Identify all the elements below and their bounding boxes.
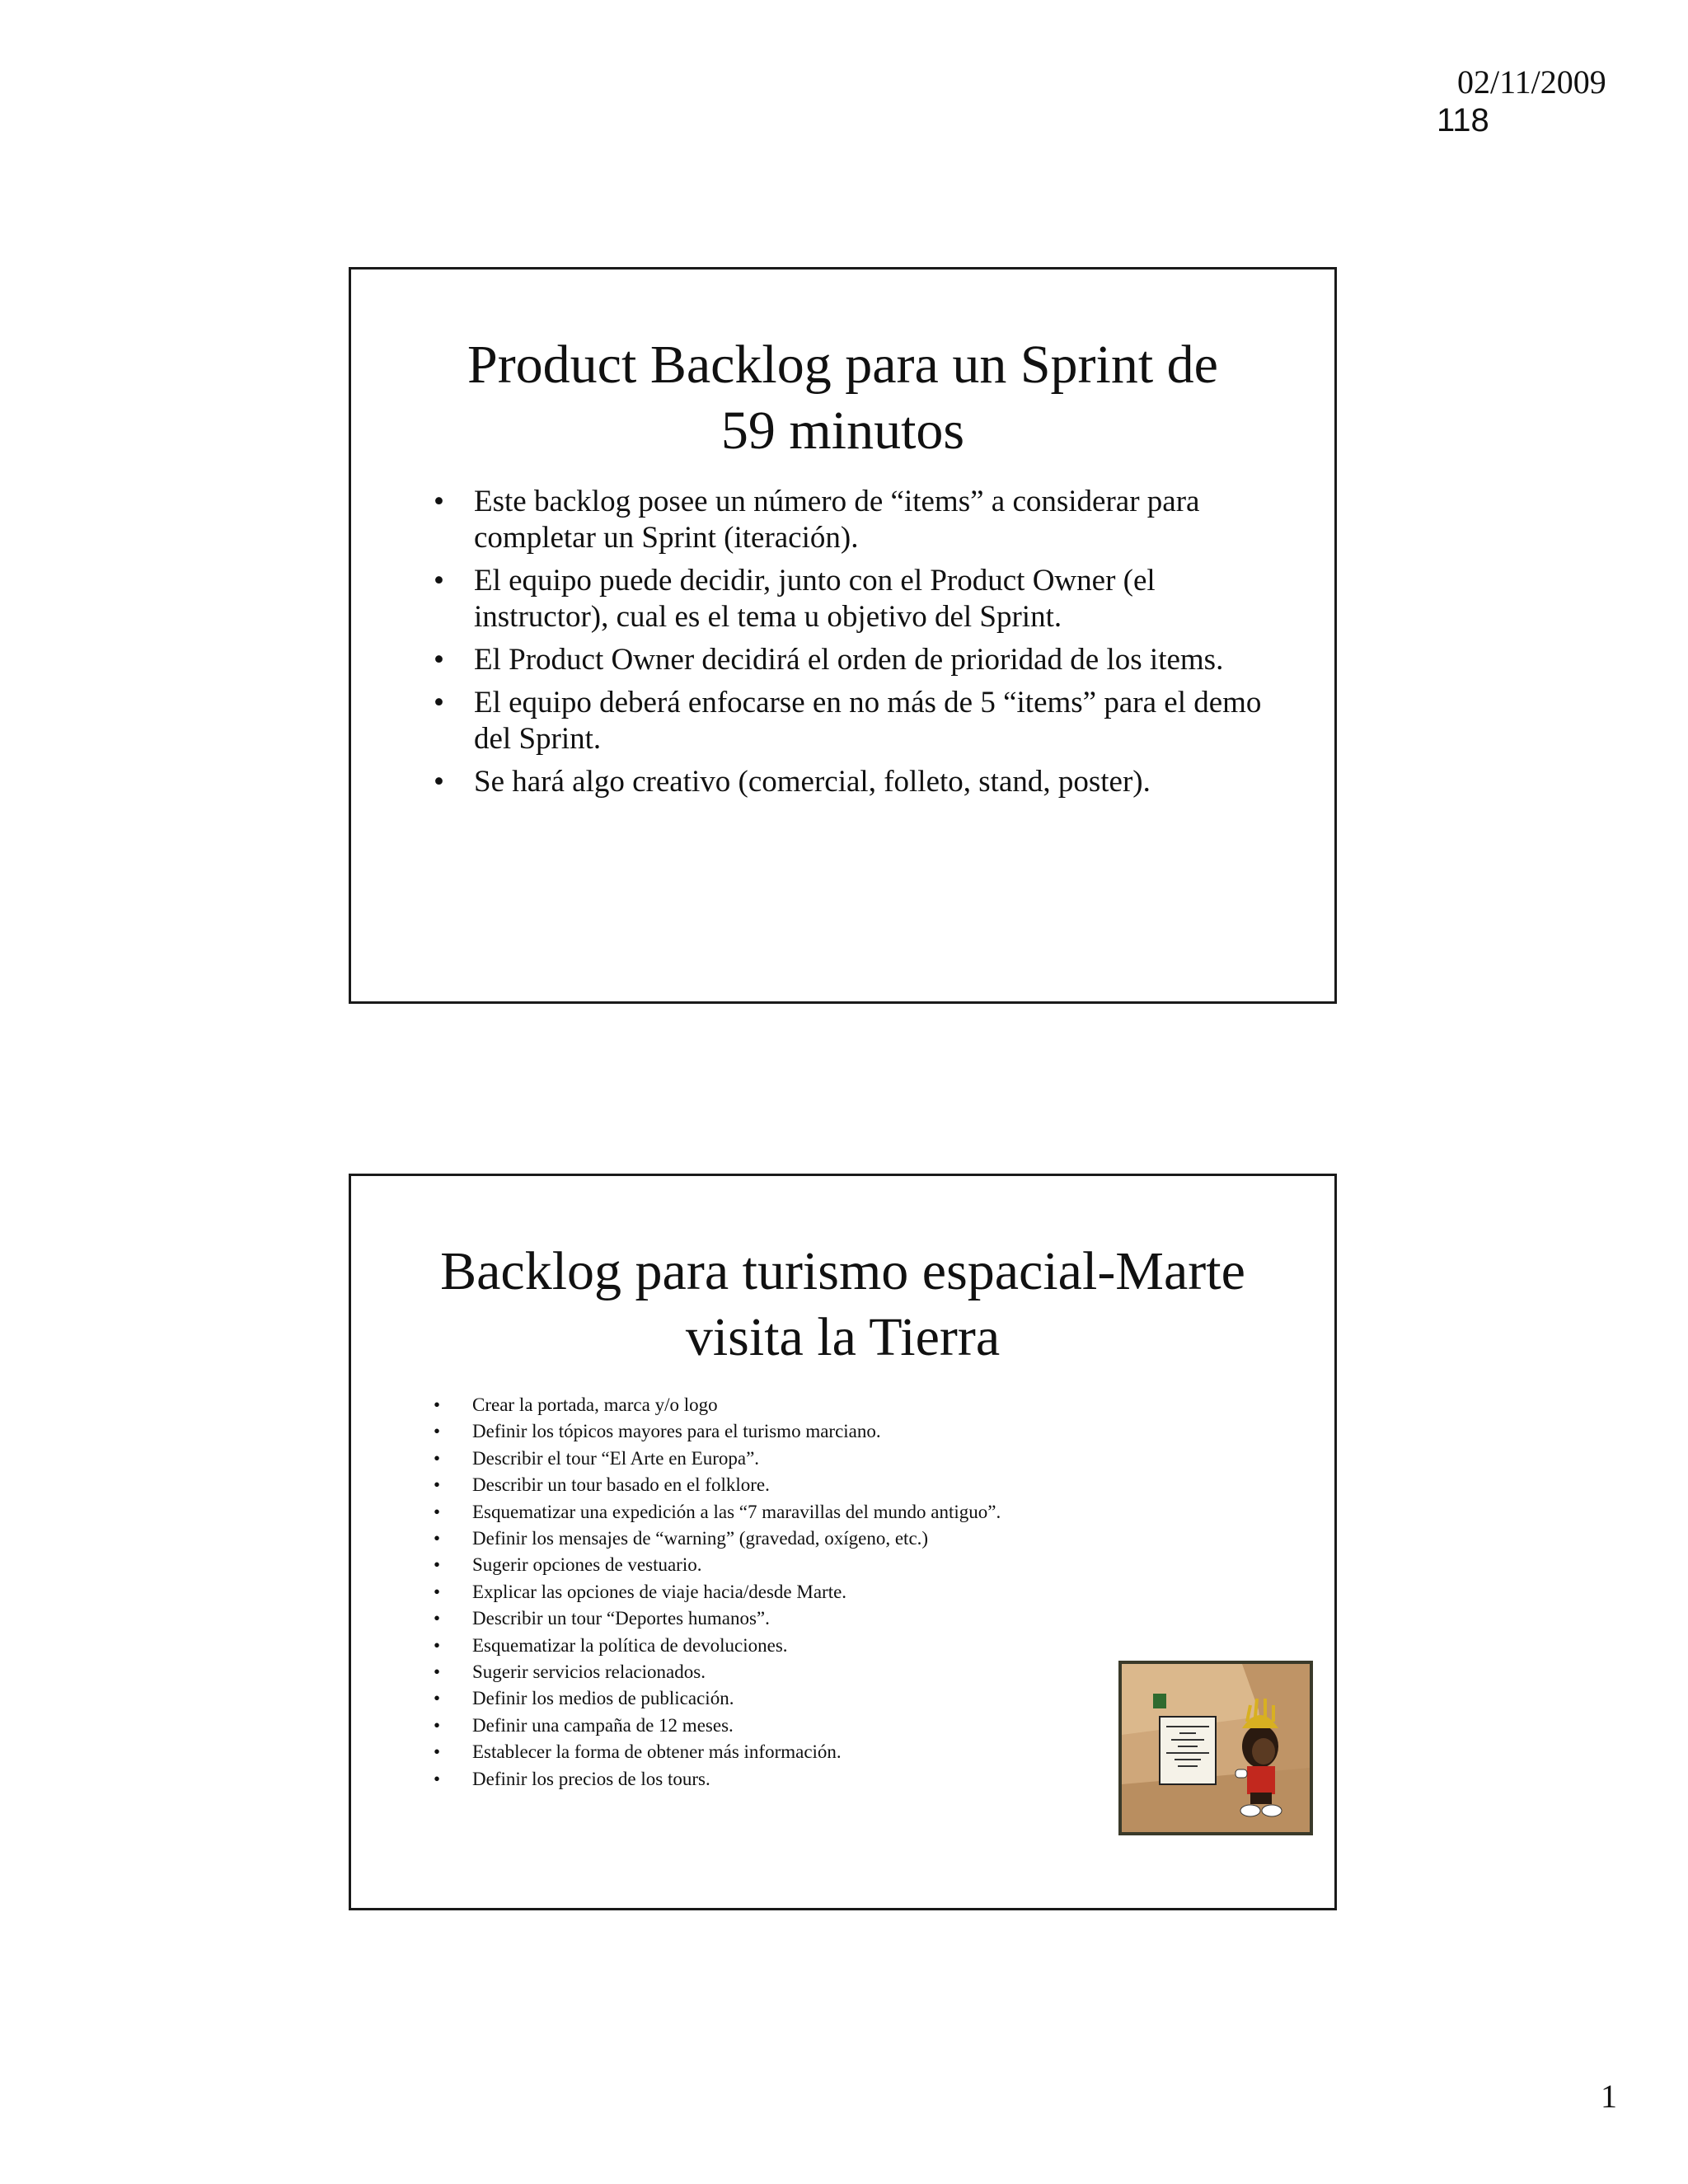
list-item: • Explicar las opciones de viaje hacia/desde Marte. bbox=[434, 1579, 1142, 1605]
slide-title bbox=[401, 1239, 1285, 1371]
slide-number: 118 bbox=[1437, 102, 1489, 138]
list-item: • Definir los mensajes de “warning” (gravedad, oxígeno, etc.) bbox=[434, 1526, 1142, 1552]
list-item: • Describir un tour basado en el folklore. bbox=[434, 1472, 1142, 1498]
list-item: • Describir un tour “Deportes humanos”. bbox=[434, 1605, 1142, 1632]
list-item: • Se hará algo creativo (comercial, folleto, stand, poster). bbox=[434, 764, 1282, 800]
slide-product-backlog bbox=[349, 267, 1337, 1004]
list-item: • Definir los precios de los tours. bbox=[434, 1766, 1142, 1793]
list-item: • Definir los medios de publicación. bbox=[434, 1685, 1142, 1712]
list-item: • Esquematizar una expedición a las “7 maravillas del mundo antiguo”. bbox=[434, 1499, 1142, 1526]
slide-title-line-1: Backlog para turismo espacial-Marte bbox=[440, 1241, 1245, 1301]
slide-title bbox=[401, 332, 1285, 464]
slide-mars-tourism-backlog bbox=[349, 1174, 1337, 1910]
bullet-list bbox=[434, 484, 1282, 807]
handout-date: 02/11/2009 bbox=[1457, 63, 1606, 101]
bullet-list bbox=[434, 1392, 1142, 1793]
slide-title-line-1: Product Backlog para un Sprint de bbox=[467, 335, 1218, 395]
marvin-martian-cartoon-image bbox=[1118, 1661, 1313, 1835]
list-item: • Esquematizar la política de devoluciones. bbox=[434, 1633, 1142, 1659]
slide-title-line-2: visita la Tierra bbox=[685, 1307, 1001, 1367]
list-item: • Sugerir opciones de vestuario. bbox=[434, 1552, 1142, 1578]
list-item: • Sugerir servicios relacionados. bbox=[434, 1659, 1142, 1685]
list-item: • Crear la portada, marca y/o logo bbox=[434, 1392, 1142, 1418]
list-item: • Describir el tour “El Arte en Europa”. bbox=[434, 1446, 1142, 1472]
list-item: • Este backlog posee un número de “items” a considerar para completar un Sprint (iteración). bbox=[434, 484, 1282, 556]
list-item: • Definir los tópicos mayores para el turismo marciano. bbox=[434, 1418, 1142, 1445]
list-item: • El equipo puede decidir, junto con el Product Owner (el instructor), cual es el tema u objetivo del Sprint. bbox=[434, 563, 1282, 635]
page-number: 1 bbox=[1601, 2078, 1617, 2115]
list-item: • El Product Owner decidirá el orden de prioridad de los items. bbox=[434, 642, 1282, 678]
list-item: • Establecer la forma de obtener más información. bbox=[434, 1739, 1142, 1765]
slide-title-line-2: 59 minutos bbox=[720, 401, 965, 461]
list-item: • Definir una campaña de 12 meses. bbox=[434, 1713, 1142, 1739]
list-item: • El equipo deberá enfocarse en no más de 5 “items” para el demo del Sprint. bbox=[434, 685, 1282, 757]
